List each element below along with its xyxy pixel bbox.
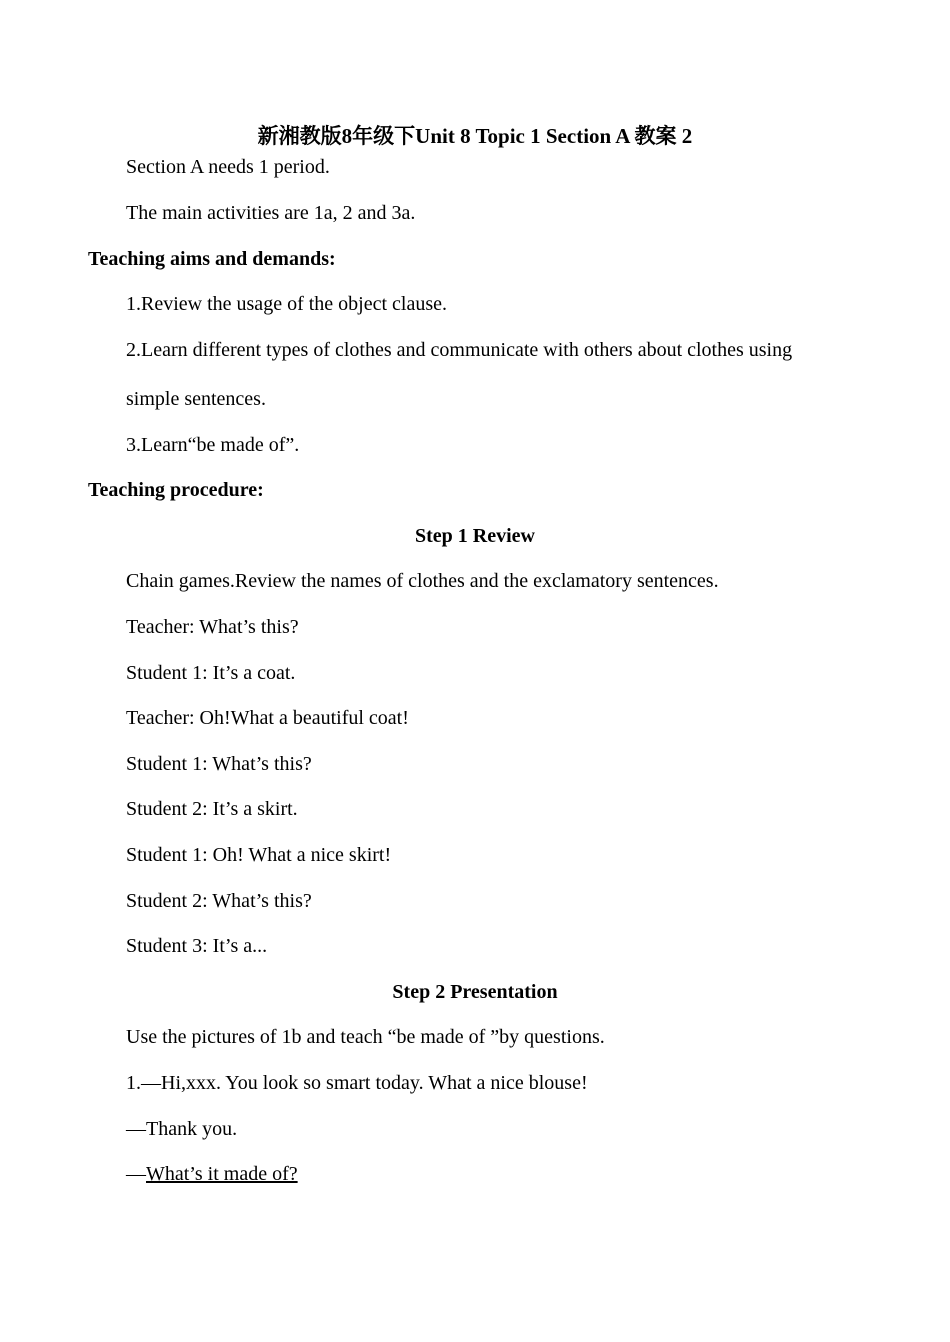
dash-prefix: — xyxy=(126,1163,146,1185)
step1-line: Teacher: What’s this? xyxy=(126,616,299,638)
step1-line: Teacher: Oh!What a beautiful coat! xyxy=(126,707,409,729)
step2-line: Use the pictures of 1b and teach “be made of ”by questions. xyxy=(126,1026,605,1048)
step1-heading: Step 1 Review xyxy=(415,525,535,547)
intro-period: Section A needs 1 period. xyxy=(126,156,330,178)
step1-line: Student 2: What’s this? xyxy=(126,890,312,912)
step1-line: Student 1: It’s a coat. xyxy=(126,662,296,684)
step1-line: Chain games.Review the names of clothes and the exclamatory sentences. xyxy=(126,570,719,592)
aim-item-1: 1.Review the usage of the object clause. xyxy=(126,293,447,315)
step2-line: —Thank you. xyxy=(126,1118,238,1140)
aim-item-3: 3.Learn“be made of”. xyxy=(126,434,300,456)
intro-activities: The main activities are 1a, 2 and 3a. xyxy=(126,202,416,224)
aims-heading: Teaching aims and demands: xyxy=(88,248,336,270)
procedure-heading: Teaching procedure: xyxy=(88,479,264,501)
aim-item-2-continued: simple sentences. xyxy=(126,388,266,410)
underlined-question: What’s it made of? xyxy=(146,1163,298,1185)
step1-line: Student 3: It’s a... xyxy=(126,935,268,957)
step1-line: Student 1: Oh! What a nice skirt! xyxy=(126,844,392,866)
step1-line: Student 2: It’s a skirt. xyxy=(126,798,298,820)
step2-question xyxy=(126,1164,298,1184)
aim-item-2: 2.Learn different types of clothes and communicate with others about clothes using xyxy=(126,339,793,361)
step2-line: 1.—Hi,xxx. You look so smart today. What a nice blouse! xyxy=(126,1072,588,1094)
step1-line: Student 1: What’s this? xyxy=(126,753,312,775)
page-title: 新湘教版8年级下Unit 8 Topic 1 Section A 教案 2 xyxy=(257,124,693,148)
step2-heading: Step 2 Presentation xyxy=(392,981,558,1003)
